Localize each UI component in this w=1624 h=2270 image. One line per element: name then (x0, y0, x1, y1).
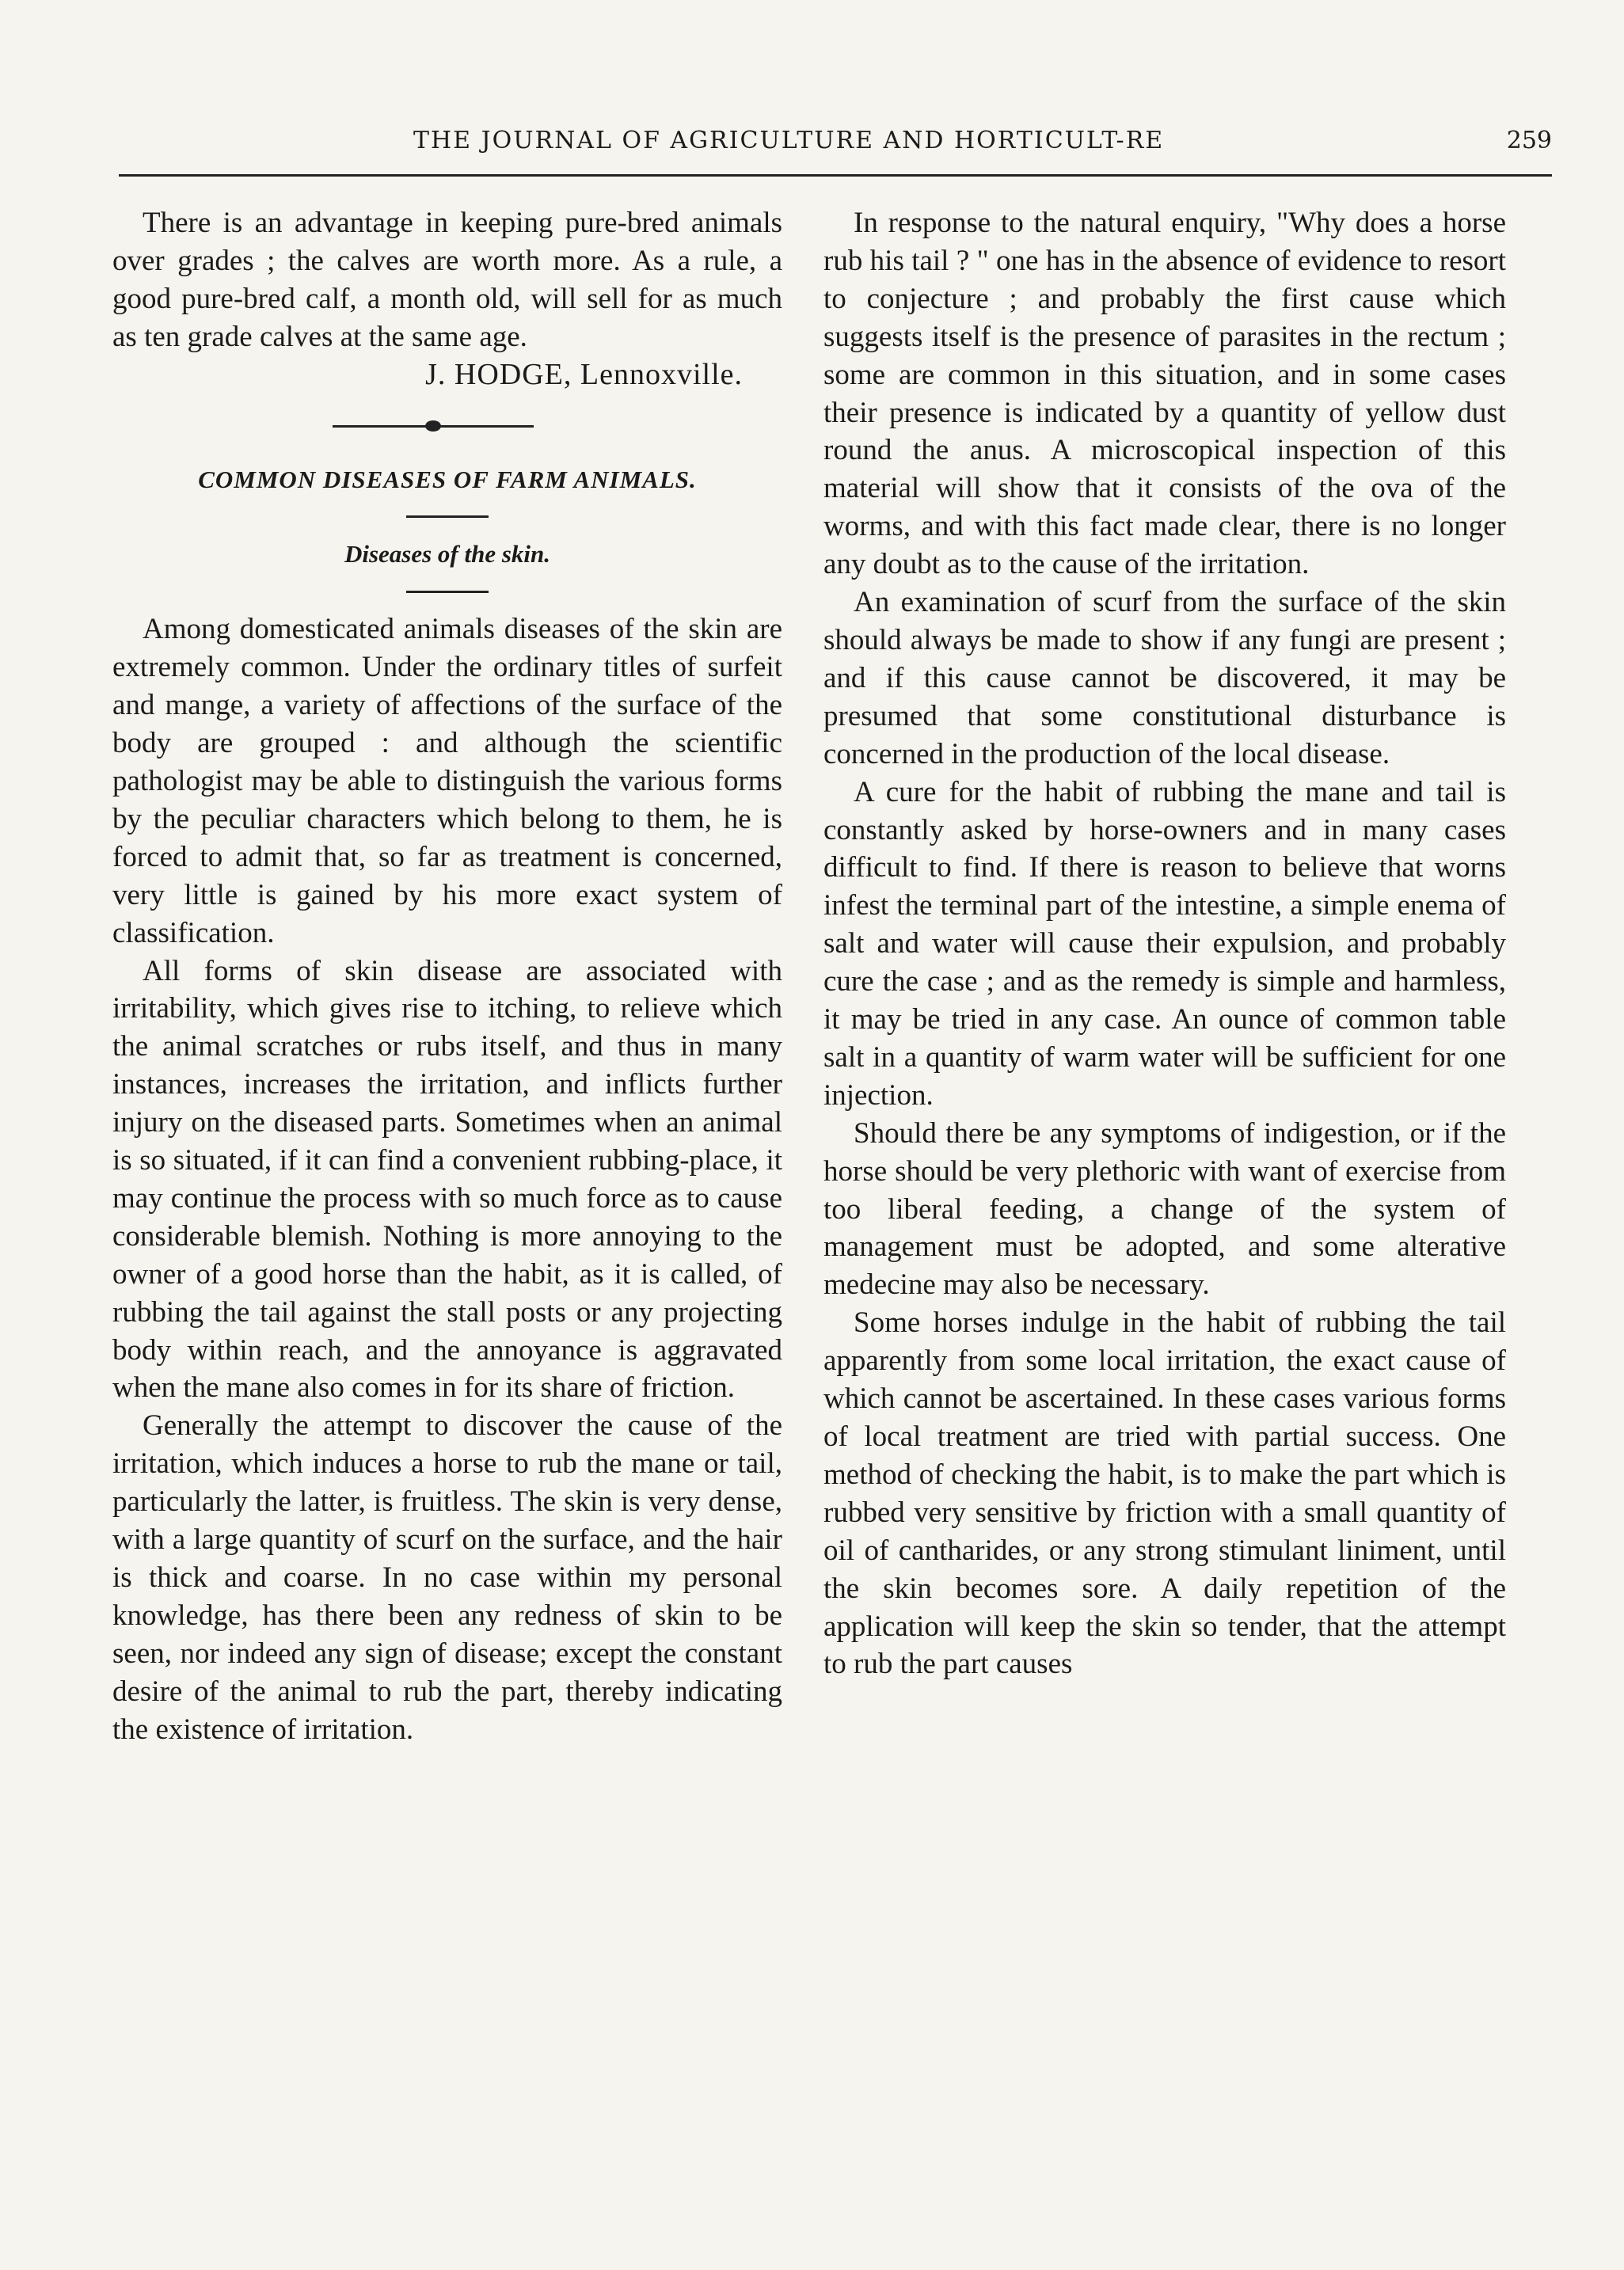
article-paragraph: Among domesticated animals diseases of the skin are extremely common. Under the ordinary titles of surfeit and mange, a variety of affections of the surface of the body are grouped : and although the scientific pathologist may be able to distinguish the various forms by the peculiar characters which belong to them, he is forced to admit that, so far as treatment is concerned, very little is gained by his more exact system of classification. (112, 613, 782, 949)
divider-ornament (425, 420, 441, 432)
running-title: THE JOURNAL OF AGRICULTURE AND HORTICULT-RE (413, 127, 1165, 154)
article-paragraph: In response to the natural enquiry, "Why does a horse rub his tail ? " one has in the absence of evidence to resort to conjecture ; and probably the first cause which suggests itself is the presence of parasites in the rectum ; some are common in this situation, and in some cases their presence is indicated by a quantity of yellow dust round the anus. A microscopical inspection of this material will show that it consists of the ova of the worms, and with this fact made clear, there is no longer any doubt as to the cause of the irritation. (823, 207, 1506, 581)
article-paragraph: Generally the attempt to discover the cause of the irritation, which induces a horse to rub the mane or tail, particularly the latter, is fruitless. The skin is very dense, with a large quantity of scurf on the surface, and the hair is thick and coarse. In no case within my personal knowledge, has there been any redness of skin to be seen, nor indeed any sign of disease; except the constant desire of the animal to rub the part, thereby indicating the existence of irritation. (112, 1409, 782, 1746)
article-paragraph: A cure for the habit of rubbing the mane and tail is constantly asked by horse-owners and in many cases difficult to find. If there is reason to believe that worns infest the terminal part of the intestine, a simple enema of salt and water will cause their expulsion, and probably cure the case ; and as the remedy is simple and harmless, it may be tried in any case. An ounce of common table salt in a quantity of warm water will be sufficient for one injection. (823, 775, 1506, 1112)
author-signature: J. HODGE, Lennoxville. (425, 357, 743, 391)
article-title: COMMON DISEASES OF FARM ANIMALS. (198, 465, 697, 493)
page-header (119, 127, 1552, 171)
header-rule (119, 174, 1552, 177)
page-number: 259 (1506, 127, 1552, 154)
article-paragraph: An examination of scurf from the surface of the skin should always be made to show if any fungi are present ; and if this cause cannot be discovered, it may be presumed that some constitutional disturbance is concerned in the production of the local disease. (823, 586, 1506, 770)
subtitle-rule (406, 591, 489, 593)
article-paragraph: Some horses indulge in the habit of rubbing the tail apparently from some local irritation, the exact cause of which cannot be ascertained. In these cases various forms of local treatment are tried with partial success. One method of checking the habit, is to make the part which is rubbed very sensitive by friction with a small quantity of oil of cantharides, or any strong stimulant liniment, until the skin becomes sore. A daily repetition of the application will keep the skin so tender, that the attempt to rub the part causes (823, 1306, 1506, 1681)
section-divider (112, 401, 782, 450)
article-subtitle: Diseases of the skin. (344, 540, 551, 568)
title-rule (406, 515, 489, 518)
article-paragraph: Should there be any symptoms of indigestion, or if the horse should be very plethoric with want of exercise from too liberal feeding, a change of the system of management must be adopted, and some alterative medecine may also be necessary. (823, 1116, 1506, 1302)
intro-paragraph: There is an advantage in keeping pure-bred animals over grades ; the calves are worth more. As a rule, a good pure-bred calf, a month old, will sell for as much as ten grade calves at the same age. (112, 207, 782, 353)
article-paragraph: All forms of skin disease are associated with irritability, which gives rise to itching, to relieve which the animal scratches or rubs itself, and thus in many instances, increases the irritation, and inflicts further injury on the diseased parts. Sometimes when an animal is so situated, if it can find a convenient rubbing-place, it may continue the process with so much force as to cause considerable blemish. Nothing is more annoying to the owner of a good horse than the habit, as it is called, of rubbing the tail against the stall posts or any projecting body within reach, and the annoyance is aggravated when the mane also comes in for its share of friction. (112, 954, 782, 1405)
right-column (823, 204, 1506, 1683)
left-column (112, 204, 782, 1749)
